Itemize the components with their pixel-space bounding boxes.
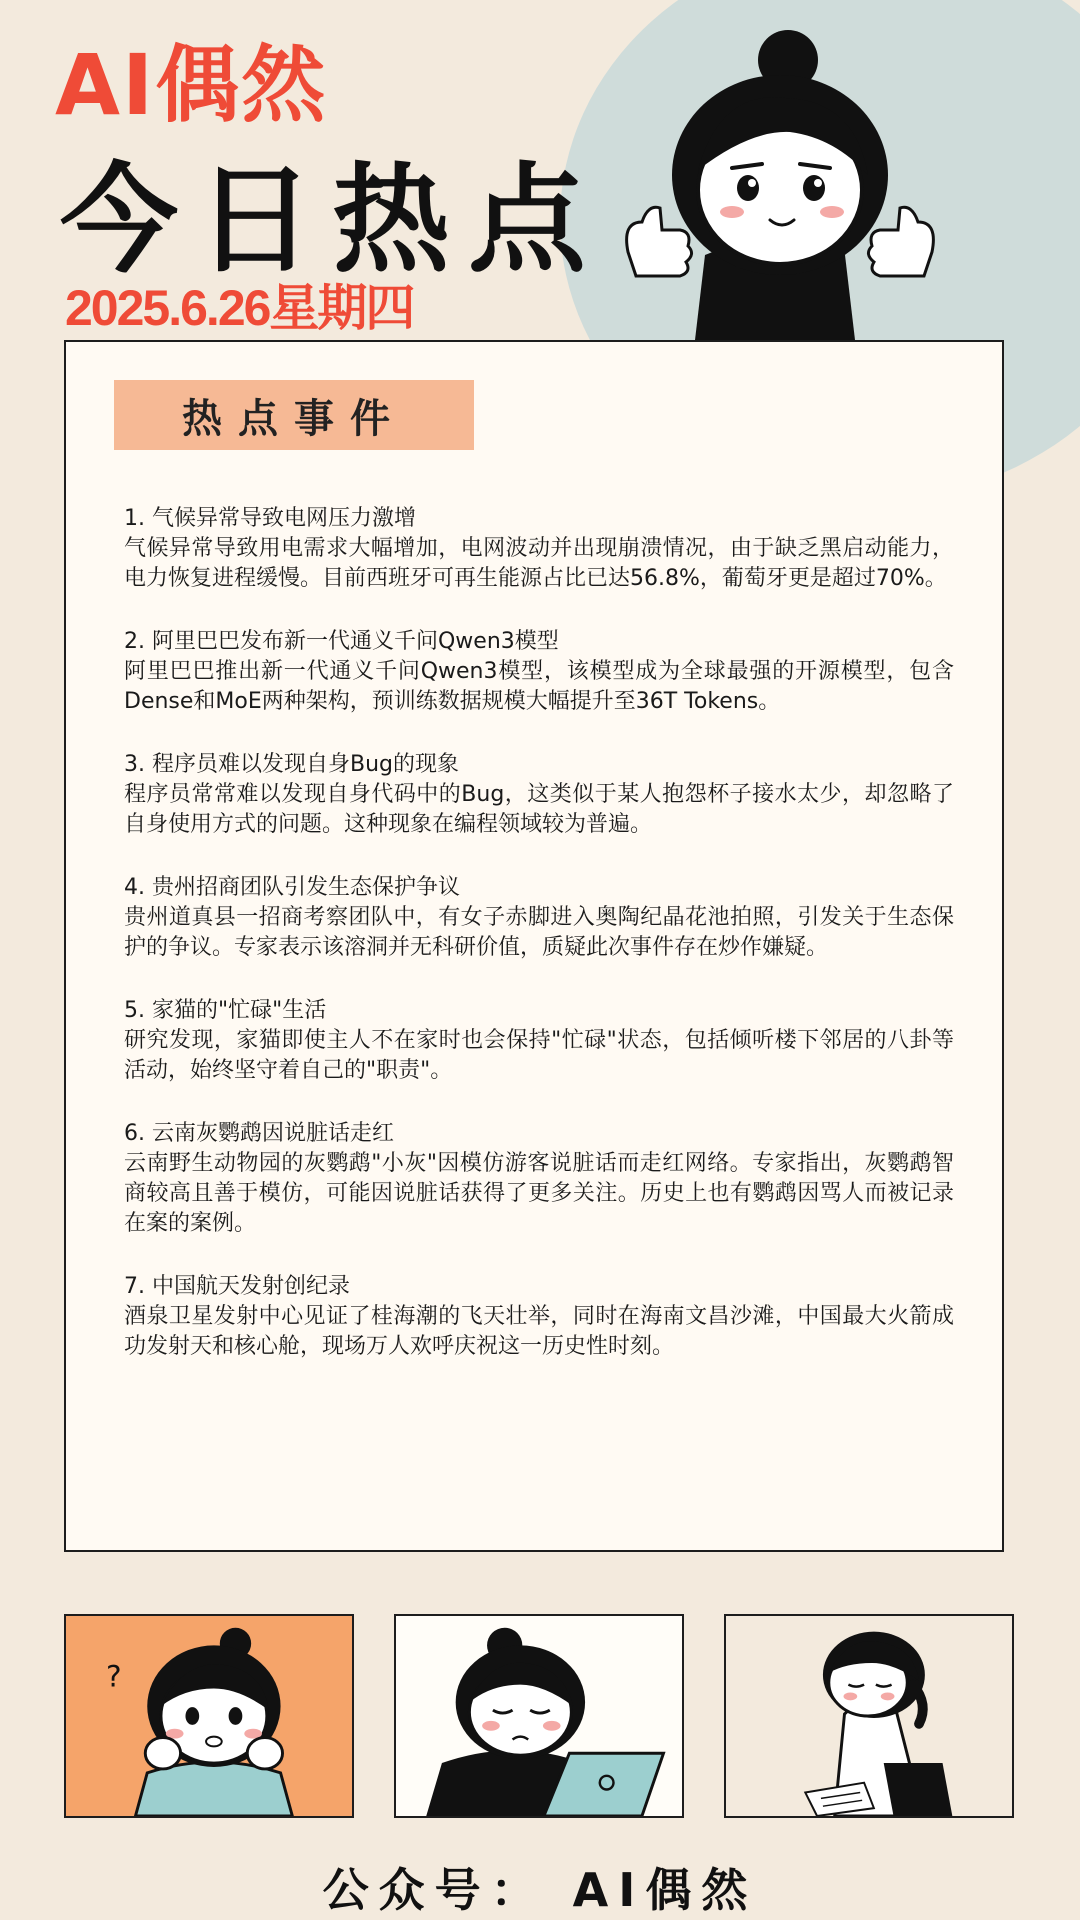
event-item (124, 1272, 954, 1362)
event-body: 阿里巴巴推出新一代通义千问Qwen3模型，该模型成为全球最强的开源模型，包含Dense和MoE两种架构，预训练数据规模大幅提升至36T Tokens。 (124, 659, 954, 714)
event-title: 3. 程序员难以发现自身Bug的现象 (124, 752, 459, 777)
hot-events-panel (64, 340, 1004, 1552)
event-title: 6. 云南灰鹦鹉因说脏话走红 (124, 1121, 394, 1146)
brand-title: AI偶然 (55, 36, 328, 134)
thumbs-up-girl-illustration (610, 20, 940, 340)
event-title: 5. 家猫的"忙碌"生活 (124, 998, 327, 1023)
footer-account: 公众号： AI偶然 (322, 1863, 758, 1917)
sad-girl-thumbnail (724, 1614, 1014, 1818)
event-title: 1. 气候异常导致电网压力激增 (124, 506, 416, 531)
event-list (124, 504, 954, 1395)
event-item (124, 627, 954, 717)
event-item (124, 996, 954, 1086)
section-tag: 热点事件 (114, 380, 474, 450)
page-headline: 今日热点 (60, 151, 605, 289)
confused-girl-thumbnail (64, 1614, 354, 1818)
event-title: 4. 贵州招商团队引发生态保护争议 (124, 875, 460, 900)
event-item (124, 750, 954, 840)
event-body: 气候异常导致用电需求大幅增加，电网波动并出现崩溃情况，由于缺乏黑启动能力，电力恢复进程缓慢。目前西班牙可再生能源占比已达56.8%，葡萄牙更是超过70%。 (124, 536, 954, 591)
event-item (124, 873, 954, 963)
laptop-girl-thumbnail (394, 1614, 684, 1818)
sad-girl-illustration (726, 1616, 1012, 1816)
event-title: 7. 中国航天发射创纪录 (124, 1274, 350, 1299)
date-label: 2025.6.26星期四 (65, 280, 414, 336)
confused-girl-illustration (66, 1616, 352, 1816)
event-item (124, 504, 954, 594)
event-item (124, 1119, 954, 1239)
event-body: 程序员常常难以发现自身代码中的Bug，这类似于某人抱怨杯子接水太少，却忽略了自身使用方式的问题。这种现象在编程领域较为普遍。 (124, 782, 954, 837)
event-title: 2. 阿里巴巴发布新一代通义千问Qwen3模型 (124, 629, 559, 654)
event-body: 贵州道真县一招商考察团队中，有女子赤脚进入奥陶纪晶花池拍照，引发关于生态保护的争议。专家表示该溶洞并无科研价值，质疑此次事件存在炒作嫌疑。 (124, 905, 954, 960)
event-body: 云南野生动物园的灰鹦鹉"小灰"因模仿游客说脏话而走红网络。专家指出，灰鹦鹉智商较高且善于模仿，可能因说脏话获得了更多关注。历史上也有鹦鹉因骂人而被记录在案的案例。 (124, 1151, 954, 1236)
event-body: 研究发现，家猫即使主人不在家时也会保持"忙碌"状态，包括倾听楼下邻居的八卦等活动，始终坚守着自己的"职责"。 (124, 1028, 954, 1083)
laptop-girl-illustration (396, 1616, 682, 1816)
event-body: 酒泉卫星发射中心见证了桂海潮的飞天壮举，同时在海南文昌沙滩，中国最大火箭成功发射天和核心舱，现场万人欢呼庆祝这一历史性时刻。 (124, 1304, 954, 1359)
svg-text:?: ? (106, 1659, 122, 1694)
